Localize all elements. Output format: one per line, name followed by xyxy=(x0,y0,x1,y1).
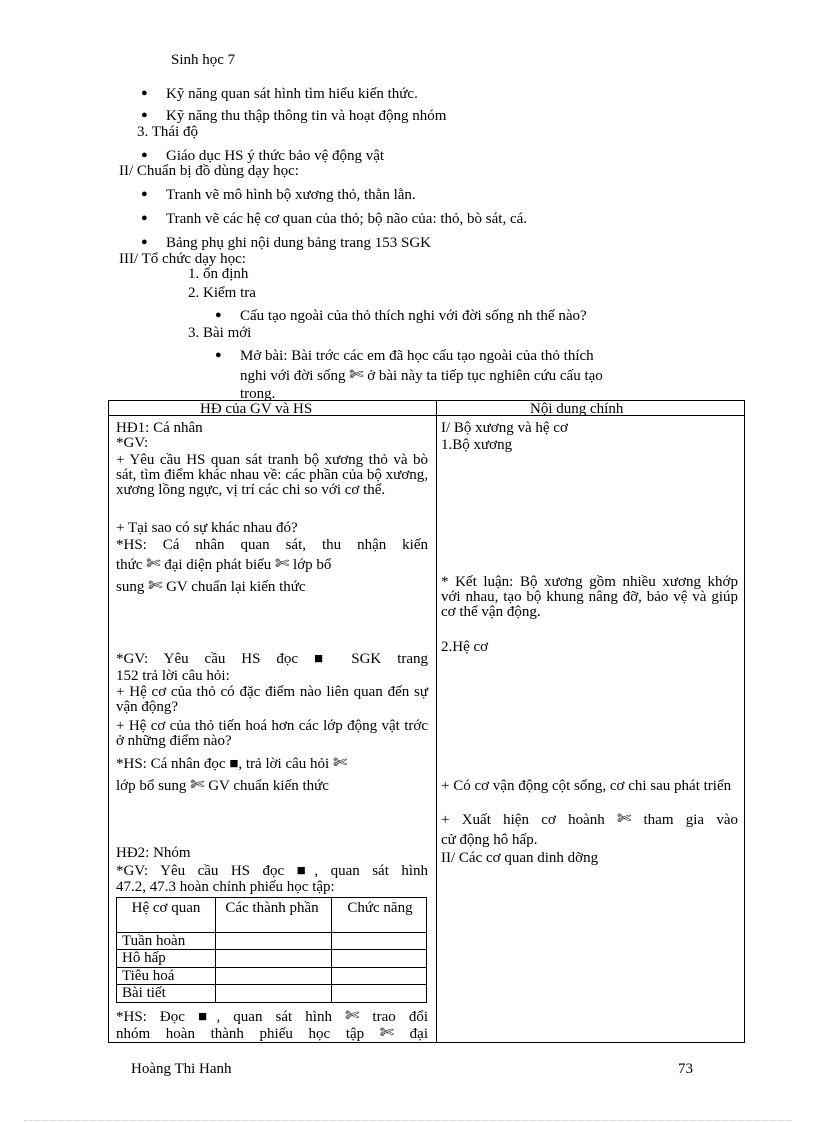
square-icon: ■ xyxy=(314,651,336,667)
hs1-line-2-c: lớp bổ xyxy=(293,557,332,573)
gv3-line-1 xyxy=(116,864,428,879)
gv1-question-2: + Tại sao có sự khác nhau đó? xyxy=(116,520,298,536)
hs2-line-2-a: lớp bổ sung xyxy=(116,778,187,794)
intro-line-1: ● Mở bài: Bài trớc các em đã học cấu tạo ngoài của thỏ thích xyxy=(240,348,594,364)
check-question: ● Cấu tạo ngoài của thỏ thích nghi với đời sống nh thế nào? xyxy=(240,308,587,324)
gv2-line-1-a: *GV: Yêu cầu HS đọc xyxy=(116,651,299,667)
gv2-line-2: 152 trả lời câu hỏi: xyxy=(116,668,230,684)
subsection-skeleton: 1.Bộ xương xyxy=(441,437,513,453)
table-header-right: Nội dung chính xyxy=(530,401,624,417)
hs1-line-3-a: sung xyxy=(116,579,145,595)
org-step-3: 3. Bài mới xyxy=(188,325,252,341)
gv2-question-2: + Hệ cơ của thỏ tiến hoá hơn các lớp động vật trớc ở những điểm nào? xyxy=(116,718,428,749)
org-step-2: 2. Kiểm tra xyxy=(188,285,256,301)
table-column-divider xyxy=(436,400,437,1043)
square-icon: ■ xyxy=(229,756,239,772)
gv1-label: *GV: xyxy=(116,435,149,451)
hs3-line-1-c: trao đổi xyxy=(372,1009,428,1025)
muscle-point-1: + Có cơ vận động cột sống, cơ chi sau phát triển xyxy=(441,778,732,794)
hs2-line-1-b: , trả lời câu hỏi xyxy=(238,756,330,772)
page-number: 73 xyxy=(678,1061,693,1077)
hs1-line-2-b: đại diện phát biểu xyxy=(164,557,272,573)
worksheet-header-function: Chức năng xyxy=(347,900,413,916)
hs2-line-1-a: *HS: Cá nhân đọc xyxy=(116,756,226,772)
hs1-line-3-b: GV chuẩn lại kiến thức xyxy=(166,579,306,595)
muscle-point-2 xyxy=(441,809,739,828)
scissors-icon: ✄ xyxy=(275,554,290,573)
preparation-heading: II/ Chuẩn bị đồ dùng dạy học: xyxy=(119,163,299,179)
gv3-line-1-b: , quan sát hình xyxy=(314,863,429,879)
intro-line-2 xyxy=(240,365,603,384)
attitude-heading: 3. Thái độ xyxy=(137,124,198,140)
scissors-icon: ✄ xyxy=(379,1023,395,1042)
worksheet-header-organ: Hệ cơ quan xyxy=(131,900,201,916)
skeleton-conclusion: * Kết luận: Bộ xương gồm nhiều xương khớp với nhau, tạo bộ khung nâng đỡ, bảo vệ và giúp cơ thể vận động. xyxy=(441,574,738,620)
square-icon: ■ xyxy=(198,1009,217,1025)
worksheet-col-divider xyxy=(331,898,332,1002)
page-bottom-divider xyxy=(24,1120,792,1121)
worksheet-col-divider xyxy=(215,898,216,1002)
hs3-line-2 xyxy=(116,1023,428,1042)
footer-author: Hoàng Thi Hanh xyxy=(131,1061,232,1077)
table-header-left: HĐ của GV và HS xyxy=(200,401,313,417)
attitude-item: ● Giáo dục HS ý thức bảo vệ động vật xyxy=(166,148,384,164)
intro-line-3: trong. xyxy=(240,386,276,402)
hs2-line-2 xyxy=(116,775,329,794)
scissors-icon: ✄ xyxy=(146,554,161,573)
scissors-icon: ✄ xyxy=(148,576,163,595)
hs1-line-2-a: thức xyxy=(116,557,143,573)
scissors-icon: ✄ xyxy=(617,809,632,828)
skill-item: ● Kỹ năng quan sát hình tìm hiểu kiến thức. xyxy=(166,86,418,102)
skill-item: ● Kỹ năng thu thập thông tin và hoạt động nhóm xyxy=(166,108,446,124)
subject-header: Sinh học 7 xyxy=(171,52,236,68)
scissors-icon: ✄ xyxy=(190,775,205,794)
section-nutrition: II/ Các cơ quan dinh dỡng xyxy=(441,850,599,866)
worksheet-header-parts: Các thành phần xyxy=(225,900,319,916)
hs3-line-2-b: đại xyxy=(409,1026,428,1042)
intro-line-2-b: ở bài này ta tiếp tục nghiên cứu cấu tạo xyxy=(367,368,603,384)
organization-heading: III/ Tổ chức dạy học: xyxy=(119,251,246,267)
preparation-item: ● Tranh vẽ mô hình bộ xương thỏ, thằn lằn. xyxy=(166,187,416,203)
hd2-title: HĐ2: Nhóm xyxy=(116,845,191,861)
scissors-icon: ✄ xyxy=(349,365,364,384)
hs3-line-2-a: nhóm hoàn thành phiếu học tập xyxy=(116,1026,365,1042)
hs1-line-2 xyxy=(116,554,428,573)
worksheet-row: Hô hấp xyxy=(122,950,166,966)
square-icon: ■ xyxy=(296,863,315,879)
hs1-line-1: *HS: Cá nhân quan sát, thu nhận kiến xyxy=(116,537,428,553)
worksheet-row: Bài tiết xyxy=(122,985,166,1001)
muscle-point-2-cont: cử động hô hấp. xyxy=(441,832,538,848)
gv2-line-1-b: SGK trang xyxy=(351,651,429,667)
scissors-icon: ✄ xyxy=(345,1006,360,1025)
scissors-icon: ✄ xyxy=(332,753,348,772)
hs3-line-1-b: , quan sát hình xyxy=(216,1009,332,1025)
hs3-line-1-a: *HS: Đọc xyxy=(116,1009,185,1025)
section-skeleton-muscle: I/ Bộ xương và hệ cơ xyxy=(441,420,568,436)
preparation-item: ● Bảng phụ ghi nội dung bảng trang 153 SGK xyxy=(166,235,431,251)
org-step-1: 1. ổn định xyxy=(188,266,249,282)
gv3-line-1-a: *GV: Yêu cầu HS đọc xyxy=(116,863,285,879)
preparation-item: ● Tranh vẽ các hệ cơ quan của thỏ; bộ não của: thỏ, bò sát, cá. xyxy=(166,211,527,227)
hs2-line-1 xyxy=(116,753,428,772)
hd1-title: HĐ1: Cá nhân xyxy=(116,420,203,436)
hs1-line-3 xyxy=(116,576,306,595)
muscle-point-2-a: + Xuất hiện cơ hoành xyxy=(441,812,605,828)
worksheet-row: Tiêu hoá xyxy=(122,968,175,984)
subsection-muscle: 2.Hệ cơ xyxy=(441,639,489,655)
gv2-question-1: + Hệ cơ của thỏ có đặc điểm nào liên quan đến sự vận động? xyxy=(116,684,428,715)
muscle-point-2-b: tham gia vào xyxy=(643,812,739,828)
gv2-line-1 xyxy=(116,652,428,667)
intro-line-2-a: nghi với đời sống xyxy=(240,368,346,384)
worksheet-row: Tuần hoàn xyxy=(122,933,186,949)
hs2-line-2-b: GV chuẩn kiến thức xyxy=(208,778,329,794)
gv3-line-2: 47.2, 47.3 hoàn chỉnh phiếu học tập: xyxy=(116,879,335,895)
gv1-question-1: + Yêu cầu HS quan sát tranh bộ xương thỏ và bò sát, tìm điểm khác nhau về: các phần của bộ xương, xương lồng ngực, vị trí các chi so với cơ thể. xyxy=(116,452,428,498)
